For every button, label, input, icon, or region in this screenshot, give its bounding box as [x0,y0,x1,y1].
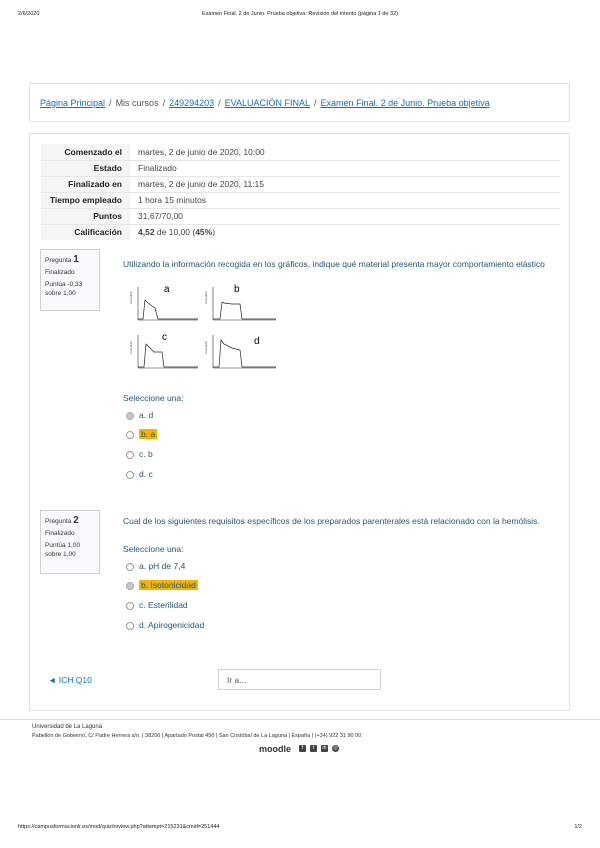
question-1-option-c[interactable]: c. b [126,448,153,460]
svg-text:Force (mN): Force (mN) [205,341,208,354]
breadcrumb-my-courses: Mis cursos [115,98,159,108]
question-grade: Puntúa 1,00 [45,542,81,549]
linkedin-icon[interactable]: in [322,745,327,751]
breadcrumb-separator: / [109,98,112,108]
question-2-option-c[interactable]: c. Esterilidad [126,599,188,611]
question-state: Finalizado [45,530,75,537]
radio-icon[interactable] [126,412,134,420]
graph-label-d: d [254,336,260,347]
radio-icon[interactable] [126,602,134,610]
breadcrumb-home-link[interactable]: Página Principal [40,98,106,108]
radio-icon[interactable] [126,451,134,459]
question-1-prompt: Seleccione una: [123,393,184,403]
question-2-option-d[interactable]: d. Apirogenicidad [126,619,204,631]
breadcrumb-container [29,83,570,122]
question-number: 1 [73,254,79,265]
print-title: Examen Final. 2 de Junio. Prueba objetiva: Revisión del intento (página 1 de 32) [202,11,398,17]
summary-row-state: Estado Finalizado [41,160,560,176]
breadcrumb-separator: / [162,98,166,108]
globe-icon[interactable]: ◎ [333,745,338,751]
breadcrumb-separator: / [218,98,221,108]
radio-icon[interactable] [126,431,134,439]
footer-divider [0,719,600,720]
twitter-icon[interactable]: t [310,745,317,752]
print-page-number: 1/2 [574,824,582,830]
question-1-option-a[interactable]: a. d [126,409,153,421]
question-number: 2 [73,515,79,526]
summary-row-completed: Finalizado en martes, 2 de junio de 2020, 11:15 [41,176,560,192]
grade-percent: 45% [195,227,213,238]
summary-row-started: Comenzado el martes, 2 de junio de 2020, 10:00 [41,144,560,160]
breadcrumb-course-link[interactable]: 249294203 [169,98,215,108]
question-2-prompt: Seleccione una: [123,544,184,554]
question-1-option-d[interactable]: d. c [126,468,153,480]
summary-row-grade: Calificación 4,52 de 10,00 (45%) [41,224,560,240]
question-1-option-b[interactable]: b. a [126,428,157,440]
radio-icon[interactable] [126,622,134,630]
question-grade: Puntúa -0,33 [45,281,83,288]
facebook-icon[interactable]: f [299,745,306,752]
question-2-info: Pregunta 2 Finalizado Puntúa 1,00 sobre 1,00 [40,510,100,574]
summary-row-time-taken: Tiempo empleado 1 hora 15 minutos [41,192,560,208]
jump-to-select[interactable]: Ir a... [218,669,381,690]
footer-institution: Universidad de La Laguna [32,724,103,730]
radio-icon[interactable] [126,582,134,590]
print-footer [18,824,582,834]
graph-label-a: a [164,284,170,295]
question-1-text: Utilizando la información recogida en los gráficos, indique qué material presenta mayor comportamiento elástico [123,259,545,269]
elasticity-graphs-image [128,282,283,374]
svg-text:Force (mN): Force (mN) [130,341,133,354]
question-state: Finalizado [45,269,75,276]
graph-label-c: c [162,332,167,343]
radio-icon[interactable] [126,471,134,479]
print-url: https://campusformacionlr.es/mod/quiz/review.php?attempt=215231&cmid=251444 [18,824,220,830]
question-2-text: Cual de los siguientes requisitos específicos de los preparados parenterales está relacionado con la hemólisis. [123,516,540,526]
radio-icon[interactable] [126,563,134,571]
question-max-grade: sobre 1,00 [45,290,76,297]
question-1-info: Pregunta 1 Finalizado Puntúa -0,33 sobre 1,00 [40,249,100,311]
print-header [18,11,582,21]
summary-row-marks: Puntos 31,67/70,00 [41,208,560,224]
social-links [299,745,339,752]
breadcrumb [40,98,490,108]
quiz-review-region [29,133,570,711]
print-date: 2/6/2020 [18,11,40,17]
svg-text:Force (mN): Force (mN) [205,291,208,304]
breadcrumb-quiz-link[interactable]: Examen Final. 2 de Junio. Prueba objetiva [320,98,490,108]
breadcrumb-section-link[interactable]: EVALUACIÓN FINAL [224,98,311,108]
question-2-option-a[interactable]: a. pH de 7,4 [126,560,185,572]
footer-address: Pabellón de Gobierno, C/ Padre Herrera s/n. | 38200 | Apartado Postal 456 | San Cristóbal de La Laguna | España | (+34) 922 31 90 00 [32,733,362,739]
grade-value: 4,52 [138,227,155,238]
question-2-option-b[interactable]: b. Isotonicidad [126,579,198,591]
prev-activity-link[interactable]: ◄ ICH Q10 [48,675,92,685]
attempt-summary-table [41,144,560,240]
svg-text:Force (mN): Force (mN) [130,291,133,304]
graph-label-b: b [234,284,240,295]
breadcrumb-separator: / [314,98,317,108]
question-max-grade: sobre 1,00 [45,551,76,558]
moodle-logo: moodle [259,744,292,754]
